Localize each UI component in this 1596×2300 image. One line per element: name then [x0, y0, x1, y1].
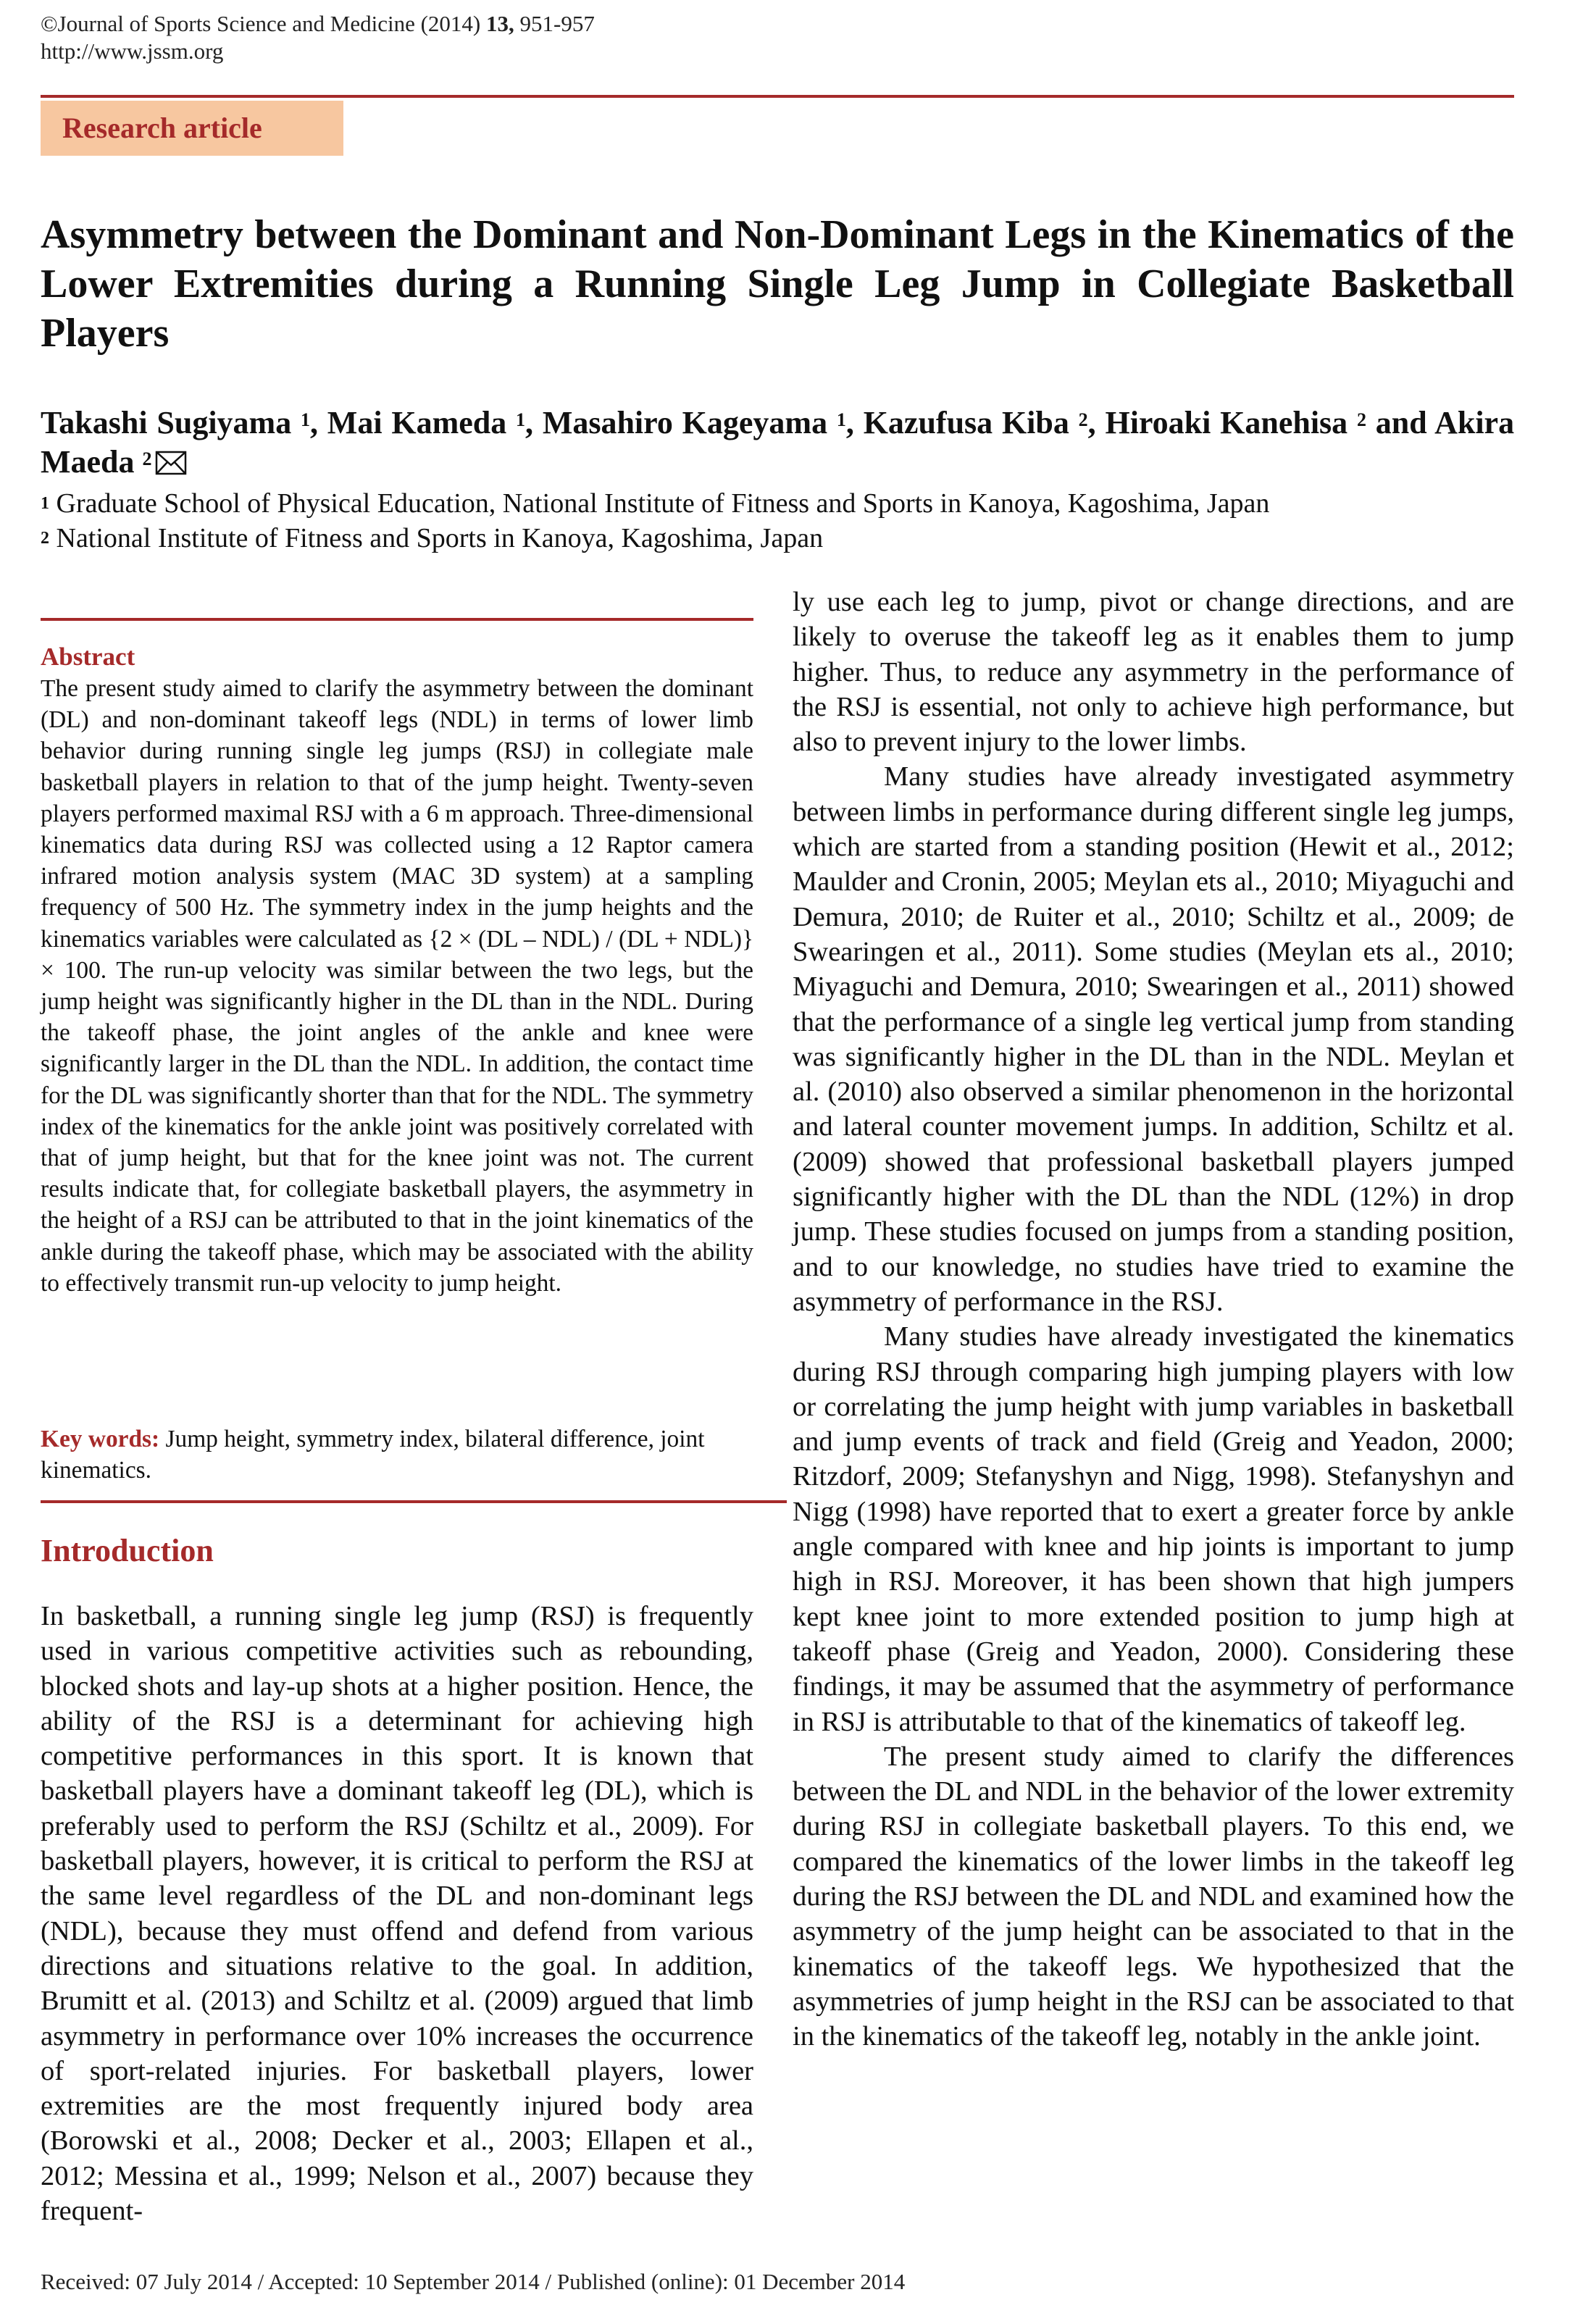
affiliation-text: National Institute of Fitness and Sports in Kanoya, Kagoshima, Japan	[56, 523, 824, 553]
author-affiliation: 1	[836, 409, 846, 430]
author-name: Akira Maeda	[41, 405, 1515, 480]
author-affiliation: 1	[516, 409, 526, 430]
body-paragraph: Many studies have already investigated the kinematics during RSJ through comparing high jumping players with low or correlating the jump height with jump variables in basketball and jump events of track and field (Greig and Yeadon, 2000; Ritzdorf, 2009; Stefanyshyn and Nigg, 1998). Stefanyshyn and Nigg (1998) have reported that to exert a greater force by ankle angle compared with knee and hip joints is important to jump high in RSJ. Moreover, it has been shown that high jumpers kept knee joint to more extended position to jump high at takeoff phase (Greig and Yeadon, 2000). Considering these findings, it may be assumed that the asymmetry of performance in RSJ is attributable to that of the kinematics of takeoff leg.	[793, 1321, 1514, 1737]
introduction-right-column	[793, 585, 1514, 2054]
abstract-top-rule	[41, 618, 753, 621]
journal-citation	[41, 10, 595, 38]
author-name: Mai Kameda	[327, 405, 507, 440]
header-rule	[41, 95, 1514, 98]
affiliation-text: Graduate School of Physical Education, National Institute of Fitness and Sports in Kanoya, Kagoshima, Japan	[56, 488, 1270, 519]
journal-pages: 951-957	[514, 11, 595, 36]
abstract-text: The present study aimed to clarify the asymmetry between the dominant (DL) and non-dominant takeoff legs (NDL) in terms of lower limb behavior during running single leg jumps (RSJ) in collegiate male basketball players in relation to that of the jump height. Twenty-seven players performed maximal RSJ with a 6 m approach. Three-dimensional kinematics data during RSJ was collected using a 12 Raptor camera infrared motion analysis system (MAC 3D system) at a sampling frequency of 500 Hz. The symmetry index in the jump heights and the kinematics variables were calculated as {2 × (DL – NDL) / (DL + NDL)} × 100. The run-up velocity was similar between the two legs, but the jump height was significantly higher in the DL than in the NDL. During the takeoff phase, the joint angles of the ankle and knee were significantly larger in the DL than the NDL. In addition, the contact time for the DL was significantly shorter than that for the NDL. The symmetry index of the kinematics for the ankle joint was positively correlated with that of jump height, but that for the knee joint was not. The current results indicate that, for collegiate basketball players, the asymmetry in the height of a RSJ can be attributed to that in the joint kinematics of the ankle during the takeoff phase, which may be associated with the ability to effectively transmit run-up velocity to jump height.	[41, 675, 753, 1297]
author-list: Takashi Sugiyama $^1$, Mai Kameda $^1$, Masahiro Kageyama $^1$, Kazufusa Kiba $^2$, Hiroaki Kanehisa $^2$ and Akira Maeda $^2$	[41, 403, 1514, 485]
envelope-icon[interactable]	[155, 446, 187, 485]
affiliation-1	[41, 487, 1269, 520]
article-type-badge: Research article	[41, 101, 343, 156]
author-affiliation: 2	[142, 448, 152, 469]
author-name: Masahiro Kageyama	[542, 405, 828, 440]
body-paragraph: ly use each leg to jump, pivot or change directions, and are likely to overuse the takeoff leg as it enables them to jump higher. Thus, to reduce any asymmetry in the performance of the RSJ is essential, not only to achieve high performance, but also to prevent injury to the lower limbs.	[793, 587, 1514, 758]
article-title: Asymmetry between the Dominant and Non-Dominant Legs in the Kinematics of the Lower Extremities during a Running Single Leg Jump in Collegiate Basketball Players	[41, 212, 1514, 356]
author-name: Takashi Sugiyama	[41, 405, 292, 440]
introduction-left-column	[41, 1599, 753, 2228]
affiliation-number: 2	[41, 529, 49, 548]
journal-volume: 13,	[486, 11, 514, 36]
author-name: Kazufusa Kiba	[863, 405, 1069, 440]
keywords-label: Key words:	[41, 1426, 160, 1452]
author-affiliation: 2	[1356, 409, 1366, 430]
keywords-text: Jump height, symmetry index, bilateral difference, joint kinematics.	[41, 1426, 705, 1484]
body-paragraph: The present study aimed to clarify the differences between the DL and NDL in the behavior of the lower extremity during RSJ in collegiate basketball players. To this end, we compared the kinematics of the lower limbs in the takeoff leg during the RSJ between the DL and NDL and examined how the asymmetry of the jump height can be associated to that in the kinematics of the takeoff legs. We hypothesized that the asymmetries of jump height in the RSJ can be associated to that in the kinematics of the takeoff leg, notably in the ankle joint.	[793, 1741, 1514, 2052]
abstract-heading: Abstract	[41, 643, 135, 671]
abstract-bottom-rule	[41, 1500, 787, 1503]
journal-url[interactable]: http://www.jssm.org	[41, 38, 224, 64]
author-and: and	[1366, 405, 1427, 440]
journal-prefix: ©Journal of Sports Science and Medicine (2014)	[41, 11, 486, 36]
body-paragraph: Many studies have already investigated asymmetry between limbs in performance during different single leg jumps, which are started from a standing position (Hewit et al., 2012; Maulder and Cronin, 2005; Meylan ets al., 2010; Miyaguchi and Demura, 2010; de Ruiter et al., 2010; Schiltz et al., 2009; de Swearingen et al., 2011). Some studies (Meylan ets al., 2010; Miyaguchi and Demura, 2010; Swearingen et al., 2011) showed that the performance of a single leg vertical jump from standing was significantly higher in the DL than in the NDL. Meylan et al. (2010) also observed a similar phenomenon in the horizontal and lateral counter movement jumps. In addition, Schiltz et al. (2009) showed that professional basketball players jumped significantly higher with the DL than the NDL (12%) in drop jump. These studies focused on jumps from a standing position, and to our knowledge, no studies have tried to examine the asymmetry of performance in the RSJ.	[793, 761, 1514, 1317]
author-affiliation: 2	[1078, 409, 1088, 430]
affiliation-2	[41, 522, 823, 555]
introduction-heading: Introduction	[41, 1533, 214, 1568]
affiliation-number: 1	[41, 494, 49, 513]
keywords	[41, 1423, 753, 1486]
author-affiliation: 1	[301, 409, 310, 430]
body-paragraph: In basketball, a running single leg jump (RSJ) is frequently used in various competitive activities such as rebounding, blocked shots and lay-up shots at a higher position. Hence, the ability of the RSJ is a determinant for achieving high competitive performances in this sport. It is known that basketball players have a dominant takeoff leg (DL), which is preferably used to perform the RSJ (Schiltz et al., 2009). For basketball players, however, it is critical to perform the RSJ at the same level regardless of the DL and non-dominant legs (NDL), because they must offend and defend from various directions and situations relative to the goal. In addition, Brumitt et al. (2013) and Schiltz et al. (2009) argued that limb asymmetry in performance over 10% increases the occurrence of sport-related injuries. For basketball players, lower extremities are the most frequently injured body area (Borowski et al., 2008; Decker et al., 2003; Ellapen et al., 2012; Messina et al., 1999; Nelson et al., 2007) because they frequent-	[41, 1601, 753, 2227]
publication-dates: Received: 07 July 2014 / Accepted: 10 September 2014 / Published (online): 01 December 2014	[41, 2269, 906, 2294]
author-name: Hiroaki Kanehisa	[1105, 405, 1348, 440]
